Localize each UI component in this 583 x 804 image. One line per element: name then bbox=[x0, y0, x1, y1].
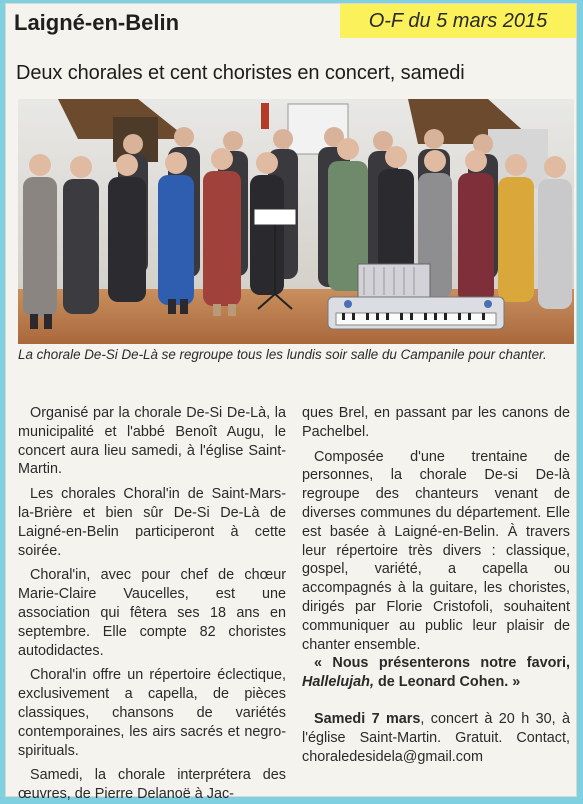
event-details: , concert à 20 h 30, à l'église Saint-Martin. Gratuit. Contact, choraledesidela@gmail.com bbox=[302, 710, 571, 765]
paragraph: Choral'in offre un répertoire éclectique, exclusivement a capella, de pièces classiques, chansons de variétés contemporaines, les airs sacrés et negro-spirituals. bbox=[18, 667, 286, 759]
article-column-right bbox=[302, 404, 570, 766]
quote-open: « Nous présenterons notre favori, bbox=[314, 655, 570, 672]
paragraph: Samedi, la chorale interprétera des œuvres, de Pierre Delanoë à Jac- bbox=[18, 767, 286, 803]
article-headline: Deux chorales et cent choristes en concert, samedi bbox=[16, 62, 465, 84]
newspaper-clipping bbox=[6, 4, 576, 803]
quote bbox=[302, 654, 570, 692]
event-date: Samedi 7 mars bbox=[314, 710, 421, 727]
paragraph-continued: ques Brel, en passant par les canons de Pachelbel. bbox=[302, 405, 570, 440]
paragraph: Organisé par la chorale De-Si De-Là, la municipalité et l'abbé Benoît Augu, le concert aura lieu samedi, à l'église Saint-Martin. bbox=[18, 405, 286, 478]
article-column-left bbox=[18, 404, 286, 804]
source-label: O-F du 5 mars 2015 bbox=[368, 9, 548, 32]
source-highlight bbox=[340, 4, 576, 38]
quote-close: de Leonard Cohen. » bbox=[373, 674, 521, 691]
choir-photo bbox=[18, 99, 574, 344]
town-heading: Laigné-en-Belin bbox=[14, 10, 180, 35]
quote-song-title: Hallelujah, bbox=[302, 674, 374, 691]
event-info bbox=[302, 710, 570, 766]
paragraph: Choral'in, avec pour chef de chœur Marie-Claire Vaucelles, est une association qui fêtera ses 18 ans en septembre. Elle compte 82 choristes autodidactes. bbox=[18, 567, 286, 659]
paragraph: Composée d'une trentaine de personnes, la chorale De-si De-là regroupe des chanteurs venant de diverses communes du département. Elle est basée à Laigné-en-Belin. À travers leur répertoire très divers : classique, gospel, variété, a capella ou accompagnés à la guitare, les choristes, dirigés par Florie Cristofoli, souhaitent communiquer au public leur plaisir de chanter ensemble. bbox=[302, 448, 570, 653]
photo-caption: La chorale De-Si De-Là se regroupe tous les lundis soir salle du Campanile pour chanter. bbox=[18, 347, 547, 362]
paragraph: Les chorales Choral'in de Saint-Mars-la-Brière et bien sûr De-Si De-Là de Laigné-en-Belin participeront à cette soirée. bbox=[18, 486, 286, 559]
